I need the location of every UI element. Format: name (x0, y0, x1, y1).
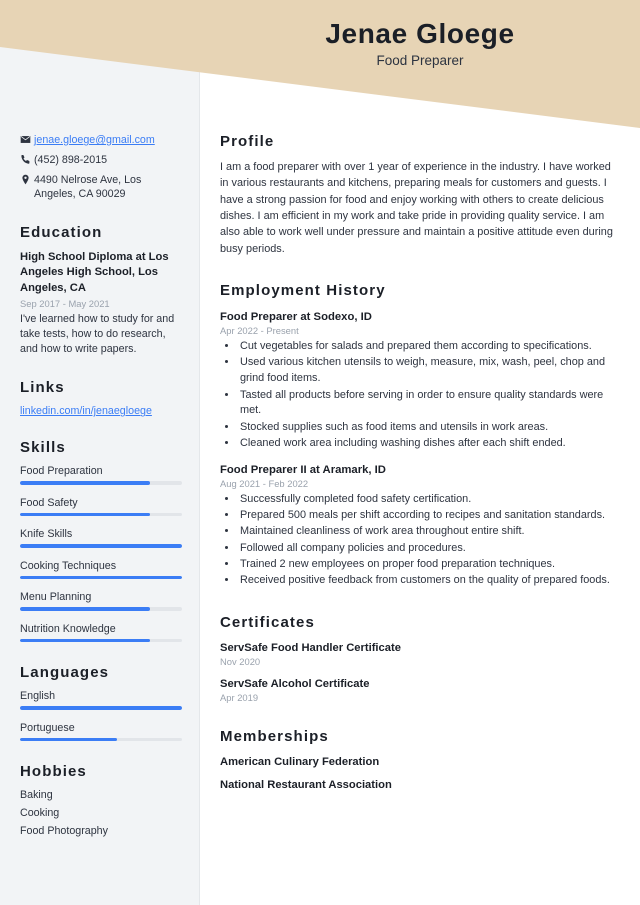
hobbies-heading: Hobbies (20, 763, 87, 781)
job-duty-item: • Received positive feedback from customers on the quality of prepared foods. (238, 573, 618, 589)
map-pin-icon (20, 173, 34, 185)
skill-label: Nutrition Knowledge (20, 622, 116, 635)
profile-heading: Profile (220, 133, 275, 150)
contact-address-value: 4490 Nelrose Ave, Los Angeles, CA 90029 (34, 173, 142, 201)
links-heading: Links (20, 379, 65, 397)
job-date: Aug 2021 - Feb 2022 (220, 477, 309, 489)
language-level-track (20, 706, 182, 710)
hobbies-section (20, 763, 182, 837)
skills-heading: Skills (20, 439, 66, 457)
language-label: Portuguese (20, 721, 75, 734)
skill-level-fill (20, 576, 182, 580)
contact-email-value[interactable]: jenae.gloege@gmail.com (34, 134, 155, 146)
skill-item (20, 465, 182, 485)
language-level-track (20, 738, 182, 742)
skill-level-track (20, 607, 182, 611)
membership-item: National Restaurant Association (220, 779, 392, 792)
contact-row-phone (20, 153, 182, 168)
certificate-title: ServSafe Food Handler Certificate (220, 642, 401, 655)
memberships-list (220, 756, 618, 791)
job-duties-list (220, 492, 618, 589)
skill-label: Cooking Techniques (20, 559, 117, 572)
envelope-icon (20, 133, 34, 145)
membership-item: American Culinary Federation (220, 756, 380, 769)
jobs-list (220, 311, 618, 589)
main-content (200, 0, 640, 791)
employment-heading: Employment History (220, 282, 386, 300)
skill-item (20, 528, 182, 548)
hobby-item: Cooking (20, 807, 60, 820)
skill-level-track (20, 544, 182, 548)
certificate-entry (220, 642, 618, 667)
education-entry (20, 250, 182, 357)
skill-label: Menu Planning (20, 591, 92, 604)
hobby-item: Baking (20, 789, 53, 802)
job-duty-item: • Tasted all products before serving in order to ensure quality standards were met. (238, 388, 618, 420)
skill-item (20, 623, 182, 643)
job-entry (220, 464, 618, 589)
skill-level-fill (20, 544, 182, 548)
skill-level-fill (20, 513, 150, 517)
job-duty-item: • Cut vegetables for salads and prepared them according to specifications. (238, 339, 618, 355)
skill-level-fill (20, 607, 150, 611)
link-item-linkedin[interactable]: linkedin.com/in/jenaegloege (20, 405, 152, 418)
links-section (20, 379, 182, 417)
memberships-heading: Memberships (220, 728, 329, 746)
language-item (20, 690, 182, 710)
skill-label: Knife Skills (20, 528, 73, 541)
education-description: I've learned how to study for and take tests, how to do research, and how to write papers. (20, 312, 175, 356)
languages-section (20, 664, 182, 741)
education-date: Sep 2017 - May 2021 (20, 297, 110, 309)
skill-level-track (20, 513, 182, 517)
profile-text: I am a food preparer with over 1 year of experience in the industry. I have worked in various restaurants and kitchens, preparing meals for customers and guests. I have a strong passion for food and enjoy working with others to create delicious dishes. I am efficient in my work and take pride in providing quality service. I am also able to work well under pressure and maintain a positive attitude even during busy periods. (220, 161, 613, 255)
hobbies-list (20, 789, 182, 837)
contact-block (20, 133, 182, 202)
certificate-date: Apr 2019 (220, 692, 259, 704)
sidebar-content (0, 0, 200, 843)
skill-item (20, 560, 182, 580)
skill-label: Food Preparation (20, 465, 103, 478)
contact-row-address (20, 173, 182, 203)
skills-section (20, 439, 182, 642)
skills-list (20, 465, 182, 642)
certificate-date: Nov 2020 (220, 656, 261, 668)
certificates-section (220, 614, 618, 703)
certificate-title: ServSafe Alcohol Certificate (220, 678, 370, 691)
certificates-list (220, 642, 618, 703)
employment-section (220, 282, 618, 589)
skill-item (20, 497, 182, 517)
profile-section (220, 133, 618, 257)
language-level-fill (20, 738, 117, 742)
skill-level-track (20, 639, 182, 643)
job-title: Food Preparer II at Aramark, ID (220, 463, 386, 476)
job-duties-list (220, 339, 618, 452)
language-level-fill (20, 706, 182, 710)
phone-icon (20, 153, 34, 165)
job-duty-item: • Prepared 500 meals per shift according to recipes and sanitation standards. (238, 508, 618, 524)
job-title: Food Preparer at Sodexo, ID (220, 311, 372, 324)
skill-level-track (20, 576, 182, 580)
languages-list (20, 690, 182, 741)
languages-heading: Languages (20, 664, 110, 682)
skill-item (20, 591, 182, 611)
skill-label: Food Safety (20, 496, 78, 509)
job-duty-item: • Used various kitchen utensils to weigh, measure, mix, wash, peel, chop and grind food items. (238, 355, 618, 387)
contact-phone-value: (452) 898-2015 (34, 153, 108, 166)
language-label: English (20, 690, 56, 703)
education-heading: Education (20, 224, 103, 242)
job-duty-item: • Trained 2 new employees on proper food preparation techniques. (238, 557, 618, 573)
job-duty-item: • Successfully completed food safety certification. (238, 492, 618, 508)
education-title: High School Diploma at Los Angeles High School, Los Angeles, CA (20, 251, 169, 294)
certificate-entry (220, 678, 618, 703)
job-duty-item: • Cleaned work area including washing dishes after each shift ended. (238, 436, 618, 452)
hobby-item: Food Photography (20, 825, 108, 838)
skill-level-track (20, 481, 182, 485)
education-section (20, 224, 182, 357)
job-duty-item: • Stocked supplies such as food items and utensils in work areas. (238, 420, 618, 436)
job-duty-item: • Maintained cleanliness of work area throughout entire shift. (238, 524, 618, 540)
memberships-section (220, 728, 618, 791)
job-date: Apr 2022 - Present (220, 325, 299, 337)
job-duty-item: • Followed all company policies and procedures. (238, 541, 618, 557)
certificates-heading: Certificates (220, 614, 315, 632)
candidate-name: Jenae Gloege (325, 18, 515, 49)
skill-level-fill (20, 639, 150, 643)
candidate-job-title: Food Preparer (376, 53, 464, 69)
job-entry (220, 311, 618, 452)
language-item (20, 722, 182, 742)
skill-level-fill (20, 481, 150, 485)
contact-row-email[interactable] (20, 133, 182, 148)
